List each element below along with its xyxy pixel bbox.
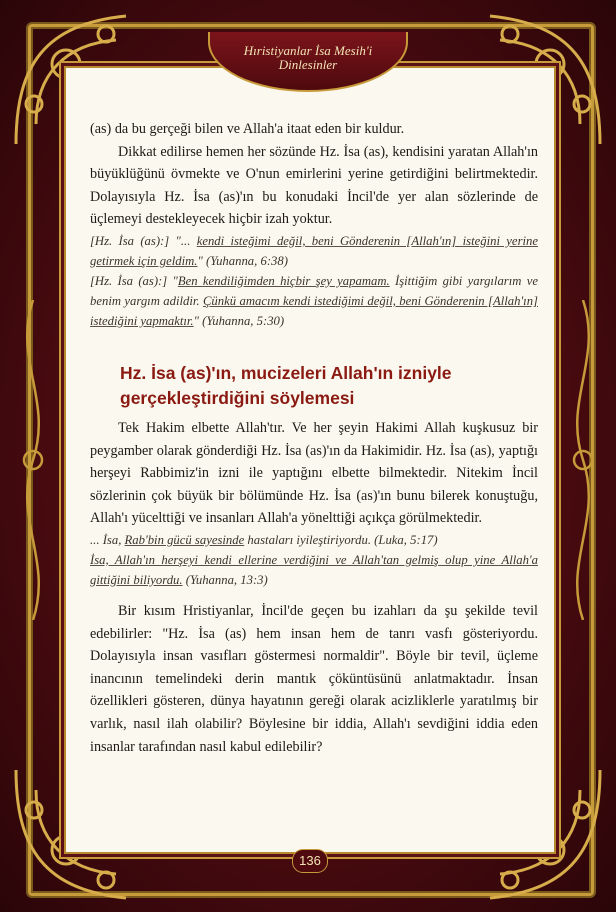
quote-luka-5-17	[90, 530, 538, 550]
quote-underlined: İsa, Allah'ın herşeyi kendi ellerine verdiğini ve Allah'tan gelmiş olup yine Allah'a gittiğini biliyordu.	[90, 552, 538, 587]
quote-yuhanna-6-38	[90, 231, 538, 271]
quote-reference: hastaları iyileştiriyordu. (Luka, 5:17)	[244, 532, 438, 547]
paragraph-3: Tek Hakim elbette Allah'tır. Ve her şeyin Hakimi Allah kuşkusuz bir peygamber olarak gönderdiği Hz. İsa (as)'ın da Hakimidir. Hz. İsa (as), yaptığı herşeyi Rabbimiz'in izni ile yaptığını elbette bilmektedir. Nitekim İncil sözlerinin çok büyük bir bölümünde Hz. İsa (as)'ın bunu bilerek konuştuğu, Allah'ı yücelttiği ve insanları Allah'a yönelttiği açıkça görülmektedir.	[90, 419, 538, 527]
paragraph-1: (as) da bu gerçeği bilen ve Allah'a itaat eden bir kuldur.	[90, 121, 405, 137]
quote-reference: (Yuhanna, 13:3)	[182, 572, 268, 587]
side-ornament-icon	[558, 300, 608, 620]
quote-prefix: [Hz. İsa (as):] "	[90, 273, 178, 288]
quote-yuhanna-5-30	[90, 271, 538, 331]
section-heading: Hz. İsa (as)'ın, mucizeleri Allah'ın izniyle gerçekleştirdiğini söylemesi	[120, 362, 452, 408]
page-number: 136	[292, 849, 328, 873]
quote-yuhanna-13-3	[90, 550, 538, 590]
header-title-line1: Hıristiyanlar İsa Mesih'i	[243, 43, 373, 58]
side-ornament-icon	[8, 300, 58, 620]
quote-underlined: Çünkü amacım kendi istediğimi değil, beni Gönderenin [Allah'ın] istediğini yapmaktır.	[90, 293, 538, 328]
paragraph-4: Bir kısım Hristiyanlar, İncil'de geçen bu izahları da şu şekilde tevil edebilirler: "Hz. İsa (as) hem insan hem de tanrı vasfı gösteriyordu. Dolayısıyla insan vasıfları göstermesi normaldir". Böyle bir tevil, üçleme inancının temelindeki derin mantık çöküntüsünü anlatmaktadır. İnsan özellikleri gösteren, dünya hayatının gereği olarak acizliklerle yaratılmış bir varlık, nasıl ilah olabilir? Böylesine bir iddia, Allah'ı sevdiğini iddia eden insanlar tarafından nasıl kabul edilebilir?	[90, 602, 538, 755]
quote-underlined: kendi isteğimi değil, beni Gönderenin [Allah'ın] isteğini yerine getirmek için geldim.	[90, 233, 539, 268]
header-title-line2: Dinlesinler	[278, 57, 338, 72]
quote-prefix: [Hz. İsa (as):] "...	[90, 233, 197, 248]
quote-reference: " (Yuhanna, 6:38)	[197, 253, 288, 268]
paragraph-2: Dikkat edilirse hemen her sözünde Hz. İsa (as), kendisini yaratan Allah'ın büyüklüğünü övmekte ve O'nun emirlerini yerine getirdiğini belirtmektedir. Dolayısıyla Hz. İsa (as)'ın bu konudaki İncil'de yer alan sözlerinde de üçlemeyi destekleyecek hiçbir izah yoktur.	[90, 143, 538, 228]
quote-underlined: Ben kendiliğimden hiçbir şey yapamam.	[177, 273, 390, 288]
quote-underlined: Rab'bin gücü sayesinde	[124, 532, 245, 547]
page-content	[90, 118, 538, 758]
quote-prefix: ... İsa,	[90, 532, 125, 547]
quote-middle: İşittiğim gibi yargılarım ve benim yargım adildir.	[90, 273, 538, 308]
quote-reference: " (Yuhanna, 5:30)	[193, 313, 285, 328]
